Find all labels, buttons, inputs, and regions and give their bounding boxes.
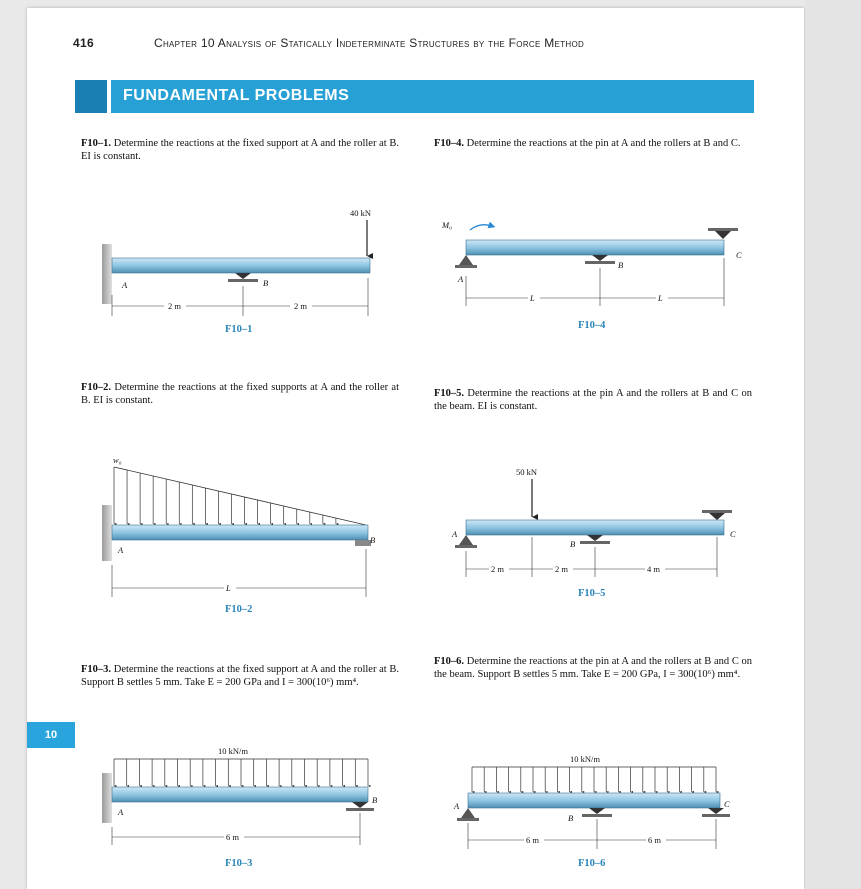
label-c: C [730,529,736,539]
label-a: A [452,529,458,539]
figure-f10-6 [440,753,750,853]
distributed-load-arrows [114,467,336,524]
roller-support-c [708,808,724,814]
dimension-1: 2 m [491,564,504,574]
problem-f10-1 [81,138,399,163]
label-b: B [263,278,269,288]
roller-support [235,273,251,279]
beam [466,520,724,535]
pin-support [461,808,475,818]
viewer-background [805,0,861,889]
fixed-wall [102,244,112,304]
load-label: 50 kN [516,467,538,477]
pin-support [459,255,473,265]
label-b: B [570,539,576,549]
problem-text: Determine the reactions at the pin at A and the rollers at B and C. [466,138,741,149]
figure-caption: F10–1 [225,324,253,335]
label-a: A [122,280,128,290]
problem-text: Determine the reactions at the pin at A and the rollers at B and C on the beam. Support B settles 5 mm. Take E = 200 GPa, I = 300(10⁶) mm⁴. [434,656,753,680]
load-label: 10 kN/m [570,754,600,764]
banner-accent [75,80,107,113]
roller-support [355,540,371,546]
problem-text: Determine the reactions at the fixed supports at A and the roller at B. EI is constant. [81,382,399,406]
figure-f10-2 [100,455,390,605]
beam [112,525,368,540]
problem-text: Determine the reactions at the fixed support at A and the roller at B. EI is constant. [81,138,400,162]
dimension-2: 2 m [555,564,568,574]
label-b: B [568,813,574,823]
figure-caption: F10–5 [578,588,606,599]
section-banner [75,80,754,113]
problem-text: Determine the reactions at the pin A and the rollers at B and C on the beam. EI is constant. [434,388,752,412]
moment-label: M₀ [442,220,453,230]
problem-f10-6 [434,656,752,681]
problem-text: Determine the reactions at the fixed support at A and the roller at B. Support B settles 5 mm. Take E = 200 GPa and I = 300(10⁶) mm⁴. [81,664,400,688]
load-label: 10 kN/m [218,746,248,756]
dimension-1: L [226,583,231,593]
beam [112,258,370,273]
beam [468,793,720,808]
load-label: w₀ [113,455,122,465]
label-c: C [724,799,730,809]
label-a: A [454,801,460,811]
dimension-1: 2 m [168,301,181,311]
distributed-load-profile [114,467,366,525]
dimension-1: 6 m [526,835,539,845]
fixed-wall [102,773,112,823]
label-b: B [372,795,378,805]
distributed-load-arrows [472,767,716,792]
figure-f10-3 [100,745,390,855]
label-a: A [458,274,464,284]
roller-support-c [709,513,725,520]
label-b: B [618,260,624,270]
problem-id: F10–3. [81,664,112,675]
problem-id: F10–6. [434,656,465,667]
load-label: 40 kN [350,208,372,218]
dimension-2: 6 m [648,835,661,845]
chapter-tab: 10 [27,722,75,748]
figure-caption: F10–3 [225,858,253,869]
section-title: FUNDAMENTAL PROBLEMS [123,87,350,104]
problem-f10-3 [81,664,399,689]
dimension-2: L [658,293,663,303]
label-c: C [736,250,742,260]
roller-support-b [589,808,605,814]
label-a: A [118,545,124,555]
roller-support-b [592,255,608,261]
page-number: 416 [73,36,94,50]
figure-caption: F10–4 [578,320,606,331]
dimension-3: 4 m [647,564,660,574]
label-a: A [118,807,124,817]
figure-caption: F10–6 [578,858,606,869]
problem-f10-5 [434,388,752,413]
problem-id: F10–4. [434,138,465,149]
distributed-load-arrows [114,759,368,786]
problem-f10-4 [434,138,752,151]
dimension-1: 6 m [226,832,239,842]
dimension-1: L [530,293,535,303]
fixed-wall-a [102,505,112,561]
beam [466,240,724,255]
moment-arrow [470,225,492,230]
problem-id: F10–5. [434,388,465,399]
roller-support-c [715,231,731,239]
chapter-running-head: Chapter 10 Analysis of Statically Indeterminate Structures by the Force Method [154,36,585,50]
dimension-2: 2 m [294,301,307,311]
figure-caption: F10–2 [225,604,253,615]
roller-support [352,802,368,808]
problem-id: F10–1. [81,138,112,149]
roller-support-b [587,535,603,541]
figure-f10-4 [440,212,750,322]
problem-id: F10–2. [81,382,112,393]
label-b: B [370,535,376,545]
pin-support [459,535,473,545]
beam [112,787,368,802]
problem-f10-2 [81,382,399,407]
figure-f10-5 [440,465,750,575]
